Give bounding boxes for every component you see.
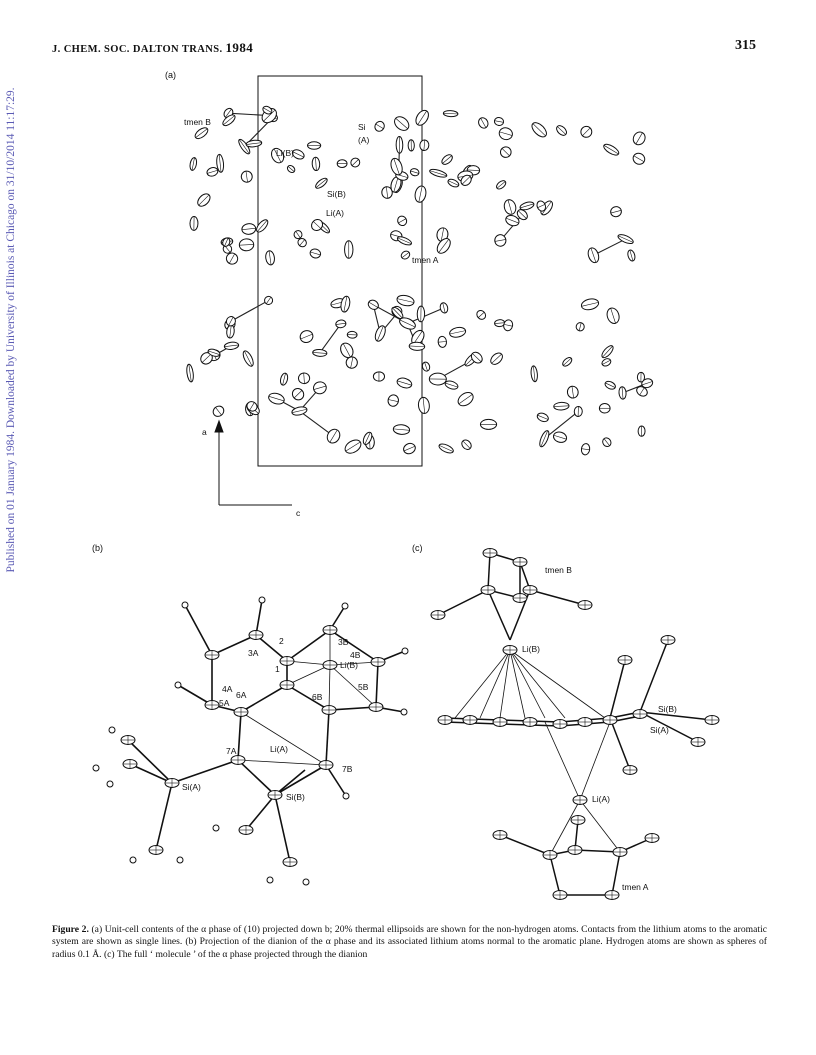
atom-c1 — [280, 681, 294, 690]
atom-si-a — [165, 779, 179, 788]
atom-c — [523, 718, 537, 727]
thermal-ellipsoid — [193, 126, 209, 141]
thermal-ellipsoid — [440, 153, 454, 166]
axis-label-c: c — [296, 508, 301, 518]
atom-c — [493, 718, 507, 727]
thermal-ellipsoid — [555, 124, 569, 137]
atom-c — [578, 718, 592, 727]
thermal-ellipsoid — [255, 218, 270, 234]
atom-n — [523, 586, 537, 595]
figure-caption — [52, 924, 767, 961]
thermal-ellipsoid — [637, 372, 644, 382]
thermal-ellipsoid — [290, 386, 306, 402]
atom-methyl — [149, 846, 163, 855]
thermal-ellipsoid — [602, 142, 620, 157]
label-6a: 6A — [236, 690, 247, 700]
atom-c — [553, 720, 567, 729]
atom-c — [483, 549, 497, 558]
atom-6a — [234, 708, 248, 717]
thermal-ellipsoid — [418, 397, 430, 414]
label-6b: 6B — [312, 692, 323, 702]
unit-cell-box — [258, 76, 422, 466]
atom-h — [182, 602, 188, 608]
atom-c — [553, 891, 567, 900]
thermal-ellipsoid — [373, 372, 384, 381]
thermal-ellipsoid — [498, 126, 514, 141]
atom-c — [568, 846, 582, 855]
atom-n — [543, 851, 557, 860]
thermal-ellipsoid — [265, 250, 275, 265]
thermal-ellipsoid — [443, 110, 458, 117]
atom-c — [603, 716, 617, 725]
label-tmen-a: tmen A — [622, 882, 649, 892]
atom-si — [633, 710, 647, 719]
thermal-ellipsoid — [241, 170, 253, 183]
atom-c2 — [280, 657, 294, 666]
atom-h — [303, 879, 309, 885]
thermal-ellipsoid — [239, 239, 254, 252]
thermal-ellipsoid — [343, 437, 364, 456]
thermal-ellipsoid — [579, 124, 594, 139]
thermal-ellipsoid — [503, 198, 518, 215]
label-li-a: Li(A) — [270, 744, 288, 754]
thermal-ellipsoid — [325, 427, 343, 445]
thermal-ellipsoid — [396, 235, 412, 246]
atom-li-b — [323, 661, 337, 670]
panel-a — [165, 70, 654, 518]
label-si-a: Si — [358, 122, 366, 132]
thermal-ellipsoid — [581, 443, 591, 455]
thermal-ellipsoid — [190, 216, 198, 230]
atom-h — [259, 597, 265, 603]
atom-li-a — [573, 796, 587, 805]
thermal-ellipsoid — [189, 157, 198, 171]
atom-h — [175, 682, 181, 688]
thermal-ellipsoid — [494, 117, 504, 126]
thermal-ellipsoid — [475, 309, 487, 321]
thermal-ellipsoid — [561, 356, 573, 368]
thermal-ellipsoid — [449, 326, 467, 339]
label-si-a: Si(A) — [650, 725, 669, 735]
caption-text: (a) Unit-cell contents of the α phase of (10) projected down b; 20% thermal ellipsoids are shown for the non-hydrogen atoms. Contacts from the lithium atoms to the aromatic system are shown as single lines. (b) Projection of the dianion of the α phase and its associated lithium atoms normal to the aromatic plane. Hydrogen atoms are shown as spheres of radius 0.1 Å. (c) The full ‘ molecule ’ of the α phase projected through the dianion — [52, 924, 767, 960]
thermal-ellipsoid — [286, 164, 296, 174]
thermal-ellipsoid — [279, 372, 288, 385]
thermal-ellipsoid — [373, 120, 386, 133]
atom-6b — [322, 706, 336, 715]
thermal-ellipsoid — [530, 366, 538, 382]
label-7a: 7A — [226, 746, 237, 756]
thermal-ellipsoid — [495, 179, 507, 191]
thermal-ellipsoid — [409, 342, 425, 351]
thermal-ellipsoid — [195, 192, 212, 209]
thermal-ellipsoid — [409, 168, 419, 177]
thermal-ellipsoid — [460, 438, 473, 451]
atom-h — [342, 603, 348, 609]
panel-a-atoms — [186, 105, 654, 456]
label-li-b: Li(B) — [340, 660, 358, 670]
thermal-ellipsoid — [396, 214, 408, 227]
thermal-ellipsoid — [574, 406, 582, 416]
atom-5a — [205, 701, 219, 710]
thermal-ellipsoid — [538, 429, 551, 448]
atom-h — [93, 765, 99, 771]
thermal-ellipsoid — [349, 156, 362, 169]
atom-c — [431, 611, 445, 620]
thermal-ellipsoid — [396, 376, 413, 389]
thermal-ellipsoid — [419, 140, 429, 151]
atom-3a — [249, 631, 263, 640]
thermal-ellipsoid — [429, 168, 448, 179]
thermal-ellipsoid — [631, 130, 647, 147]
thermal-ellipsoid — [489, 351, 505, 367]
atom-5b — [369, 703, 383, 712]
atom-methyl — [283, 858, 297, 867]
axis-label-a: a — [202, 427, 207, 437]
thermal-ellipsoid — [417, 306, 425, 322]
thermal-ellipsoid — [345, 241, 353, 259]
thermal-ellipsoid — [347, 331, 357, 338]
atom-si-b — [268, 791, 282, 800]
atom-h — [109, 727, 115, 733]
thermal-ellipsoid — [552, 430, 568, 444]
atom-c — [605, 891, 619, 900]
atom-7b — [319, 761, 333, 770]
atom-c — [493, 831, 507, 840]
label-7b: 7B — [342, 764, 353, 774]
atom-c — [571, 816, 585, 825]
label-li-a: Li(A) — [326, 208, 344, 218]
thermal-ellipsoid — [414, 185, 428, 203]
thermal-ellipsoid — [392, 114, 412, 133]
thermal-ellipsoid — [447, 178, 460, 189]
thermal-ellipsoid — [438, 442, 455, 455]
thermal-ellipsoid — [298, 329, 314, 345]
thermal-ellipsoid — [312, 157, 320, 171]
thermal-ellipsoid — [263, 295, 274, 306]
page-number: 315 — [735, 38, 756, 53]
thermal-ellipsoid — [308, 142, 321, 149]
thermal-ellipsoid — [519, 200, 535, 211]
thermal-ellipsoid — [241, 349, 255, 367]
thermal-ellipsoid — [393, 424, 410, 435]
atom-c — [578, 601, 592, 610]
atom-methyl — [239, 826, 253, 835]
thermal-ellipsoid — [312, 349, 327, 357]
thermal-ellipsoid — [396, 137, 403, 154]
thermal-ellipsoid — [529, 120, 549, 139]
journal-year: 1984 — [225, 40, 254, 55]
atom-7a — [231, 756, 245, 765]
label-si-a: Si(A) — [182, 782, 201, 792]
thermal-ellipsoid — [408, 140, 414, 151]
thermal-ellipsoid — [224, 341, 239, 350]
atom-c — [513, 594, 527, 603]
atom-c — [645, 834, 659, 843]
thermal-ellipsoid — [367, 298, 381, 311]
journal-name: J. CHEM. SOC. DALTON TRANS. — [52, 44, 223, 55]
thermal-ellipsoid — [601, 436, 613, 448]
atom-4b — [371, 658, 385, 667]
panel-b — [92, 543, 408, 885]
thermal-ellipsoid — [186, 364, 195, 383]
label-5a: 5A — [219, 698, 230, 708]
thermal-ellipsoid — [246, 139, 262, 147]
atom-h — [177, 857, 183, 863]
panel-c-bonds — [438, 553, 712, 895]
panel-a-label: (a) — [165, 70, 176, 80]
thermal-ellipsoid — [312, 380, 328, 395]
atom-methyl — [661, 636, 675, 645]
atom-h — [213, 825, 219, 831]
atom-4a — [205, 651, 219, 660]
thermal-ellipsoid — [575, 322, 585, 332]
thermal-ellipsoid — [335, 319, 346, 328]
panel-b-label: (b) — [92, 543, 103, 553]
thermal-ellipsoid — [600, 344, 615, 360]
thermal-ellipsoid — [617, 233, 635, 246]
thermal-ellipsoid — [456, 390, 476, 409]
label-li-a: Li(A) — [592, 794, 610, 804]
label-3b: 3B — [338, 637, 349, 647]
thermal-ellipsoid — [631, 151, 647, 166]
watermark-text: Published on 01 January 1984. Downloaded by University of Illinois at Chicago on 31/10/2014 11:17:29. — [5, 87, 17, 573]
thermal-ellipsoid — [337, 160, 347, 168]
thermal-ellipsoid — [396, 294, 415, 308]
thermal-ellipsoid — [211, 404, 226, 419]
atom-3b — [323, 626, 337, 635]
atom-li-b — [503, 646, 517, 655]
thermal-ellipsoid — [601, 357, 612, 367]
atom-h — [130, 857, 136, 863]
label-tmen-a: tmen A — [412, 255, 439, 265]
thermal-ellipsoid — [421, 361, 431, 372]
atom-h — [401, 709, 407, 715]
thermal-ellipsoid — [498, 145, 513, 160]
thermal-ellipsoid — [638, 426, 645, 436]
atom-methyl — [121, 736, 135, 745]
atom-h — [107, 781, 113, 787]
thermal-ellipsoid — [580, 297, 599, 311]
thermal-ellipsoid — [298, 373, 310, 384]
atom-methyl — [691, 738, 705, 747]
thermal-ellipsoid — [439, 302, 449, 314]
panel-c-atoms — [431, 549, 719, 900]
atom-n — [613, 848, 627, 857]
label-li-b: Li(B) — [522, 644, 540, 654]
atom-h — [343, 793, 349, 799]
thermal-ellipsoid — [610, 205, 623, 217]
thermal-ellipsoid — [604, 380, 617, 391]
label-si-b: Si(B) — [286, 792, 305, 802]
thermal-ellipsoid — [309, 248, 322, 259]
label-tmen-b: tmen B — [184, 117, 211, 127]
atom-c — [438, 716, 452, 725]
panel-b-bonds — [128, 600, 405, 862]
atom-methyl — [705, 716, 719, 725]
bond — [320, 324, 341, 353]
panel-c-contacts — [455, 650, 620, 855]
thermal-ellipsoid — [586, 246, 600, 264]
bond — [231, 300, 269, 321]
thermal-ellipsoid — [480, 419, 496, 429]
caption-label: Figure 2. — [52, 924, 89, 935]
thermal-ellipsoid — [267, 391, 285, 405]
thermal-ellipsoid — [400, 249, 412, 260]
thermal-ellipsoid — [340, 295, 351, 312]
thermal-ellipsoid — [477, 116, 490, 130]
atom-methyl — [618, 656, 632, 665]
label-si-b: Si(B) — [658, 704, 677, 714]
panel-c-label: (c) — [412, 543, 423, 553]
atom-n — [481, 586, 495, 595]
label-li-b: Li(B) — [276, 148, 294, 158]
thermal-ellipsoid — [387, 394, 400, 407]
label-c1: 1 — [275, 664, 280, 674]
atom-methyl — [623, 766, 637, 775]
thermal-ellipsoid — [435, 236, 453, 256]
thermal-ellipsoid — [429, 373, 446, 385]
label-4a: 4A — [222, 684, 233, 694]
label-c2: 2 — [279, 636, 284, 646]
atom-methyl — [123, 760, 137, 769]
thermal-ellipsoid — [438, 336, 447, 348]
thermal-ellipsoid — [627, 249, 636, 262]
thermal-ellipsoid — [618, 386, 626, 399]
thermal-ellipsoid — [536, 412, 550, 424]
thermal-ellipsoid — [554, 402, 570, 410]
atom-c — [463, 716, 477, 725]
thermal-ellipsoid — [402, 442, 417, 456]
label-si-a-sub: (A) — [358, 135, 370, 145]
thermal-ellipsoid — [567, 386, 579, 399]
atom-h — [402, 648, 408, 654]
thermal-ellipsoid — [241, 223, 256, 235]
label-tmen-b: tmen B — [545, 565, 572, 575]
panel-c — [412, 543, 719, 900]
label-si-b: Si(B) — [327, 189, 346, 199]
label-4b: 4B — [350, 650, 361, 660]
thermal-ellipsoid — [206, 166, 219, 177]
thermal-ellipsoid — [605, 306, 621, 325]
atom-c — [513, 558, 527, 567]
thermal-ellipsoid — [413, 108, 431, 127]
atom-h — [267, 877, 273, 883]
thermal-ellipsoid — [599, 404, 610, 414]
label-3a: 3A — [248, 648, 259, 658]
panel-b-atoms — [93, 597, 408, 885]
axis-arrows — [215, 421, 292, 505]
label-5b: 5B — [358, 682, 369, 692]
